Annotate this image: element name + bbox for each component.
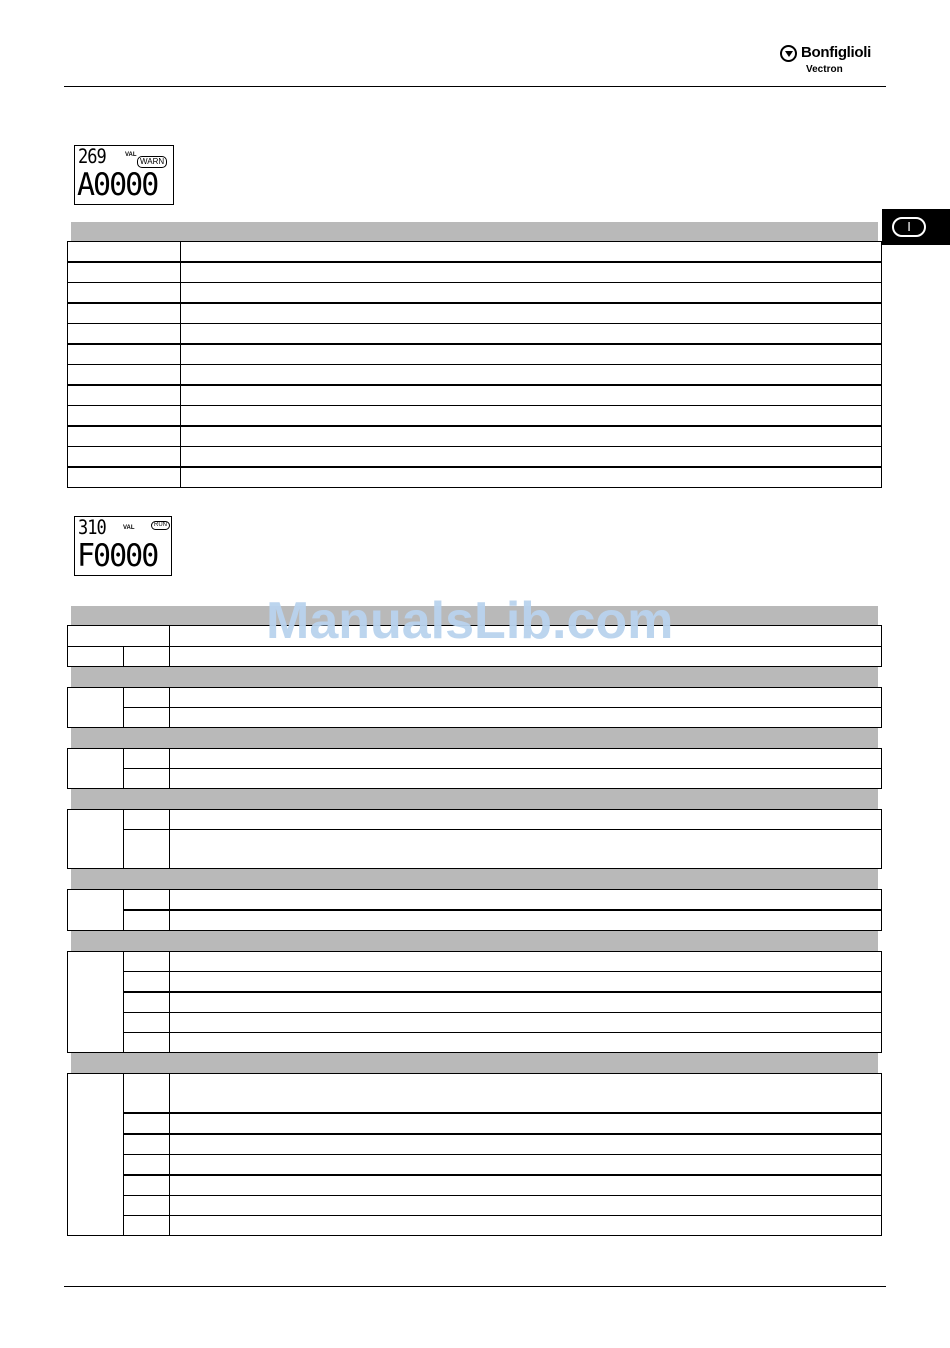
table2-row-value-cell <box>169 687 882 708</box>
table1-row-value-cell <box>180 262 882 283</box>
lcd-code: A0000 <box>77 166 158 204</box>
table1-row-value-cell <box>180 405 882 426</box>
table2-row-key-cell <box>67 625 170 647</box>
table2-row-code-cell <box>123 1134 170 1155</box>
table2-row-value-cell <box>169 829 882 869</box>
table2-row-value-cell <box>169 707 882 728</box>
table2-row-code-cell <box>123 1195 170 1216</box>
lcd-val-label: VAL <box>125 152 137 158</box>
bonfiglioli-logo <box>780 43 890 77</box>
table2-row-value-cell <box>169 1195 882 1216</box>
table1-row-value-cell <box>180 303 882 324</box>
table2-row-value-cell <box>169 1113 882 1134</box>
table2-row-code-cell <box>123 1113 170 1134</box>
table1-row-value-cell <box>180 323 882 344</box>
table2-row-code-cell <box>123 707 170 728</box>
table2-row-value-cell <box>169 1032 882 1053</box>
table2-row-code-cell <box>123 809 170 830</box>
table1-row-value-cell <box>180 241 882 262</box>
table2-row-value-cell <box>169 910 882 931</box>
table2-row-value-cell <box>169 951 882 972</box>
table1-row-key-cell <box>67 262 181 283</box>
brand-name: Bonfiglioli <box>801 44 872 61</box>
table2-row-code-cell <box>123 951 170 972</box>
table2-section-bar <box>71 728 878 748</box>
watermark: ManualsLib.com <box>266 592 674 650</box>
table1-row-key-cell <box>67 323 181 344</box>
table2-row-value-cell <box>169 1175 882 1196</box>
table2-row-code-cell <box>123 1215 170 1236</box>
table2-row-code-cell <box>123 748 170 769</box>
table2-row-code-cell <box>123 687 170 708</box>
header-rule <box>64 86 886 87</box>
table1-header-bar <box>71 222 878 241</box>
table2-row-value-cell <box>169 809 882 830</box>
table1-row-value-cell <box>180 446 882 467</box>
brand-subname: Vectron <box>806 64 843 75</box>
table2-row-value-cell <box>169 971 882 992</box>
logo-mark-icon <box>780 45 797 62</box>
table2-section-bar <box>71 931 878 951</box>
table2-row-value-cell <box>169 1134 882 1155</box>
table2-row-code-cell <box>123 971 170 992</box>
lcd-run-flag: RUN <box>151 521 170 530</box>
table1-row-key-cell <box>67 405 181 426</box>
table2-row-code-cell <box>123 1073 170 1113</box>
table2-section-bar <box>71 667 878 687</box>
lcd-param-number: 269 <box>78 145 106 169</box>
table2-row-code-cell <box>123 1154 170 1175</box>
table2-section-bar <box>71 869 878 889</box>
lcd-code: F0000 <box>77 537 158 575</box>
table2-row-value-cell <box>169 1154 882 1175</box>
table1-row-value-cell <box>180 467 882 488</box>
table2-section-bar <box>71 1053 878 1073</box>
table1-row-value-cell <box>180 282 882 303</box>
table2-row-value-cell <box>169 1215 882 1236</box>
table2-row-code-cell <box>123 910 170 931</box>
table2-group-key-cell <box>67 687 124 728</box>
table2-group-key-cell <box>67 748 124 789</box>
table2-row-key-cell <box>67 646 124 667</box>
table1-row-key-cell <box>67 282 181 303</box>
chapter-tab <box>882 209 950 245</box>
lcd-val-label: VAL <box>123 525 135 531</box>
table2-group-key-cell <box>67 1073 124 1236</box>
table2-row-code-cell <box>123 829 170 869</box>
table1-row-key-cell <box>67 344 181 365</box>
table2-row-code-cell <box>123 1032 170 1053</box>
table1-row-value-cell <box>180 385 882 406</box>
table2-row-code-cell <box>123 646 170 667</box>
table2-group-key-cell <box>67 809 124 869</box>
table2-row-code-cell <box>123 768 170 789</box>
table2-row-code-cell <box>123 889 170 910</box>
lcd-display-warning <box>74 145 174 205</box>
table2-row-code-cell <box>123 1012 170 1033</box>
table2-row-value-cell <box>169 748 882 769</box>
table1-row-key-cell <box>67 364 181 385</box>
table2-row-value-cell <box>169 889 882 910</box>
table2-group-key-cell <box>67 889 124 931</box>
table2-group-key-cell <box>67 951 124 1053</box>
table2-row-value-cell <box>169 992 882 1013</box>
lcd-warn-flag: WARN <box>137 156 167 168</box>
table1-row-key-cell <box>67 467 181 488</box>
table1-row-key-cell <box>67 385 181 406</box>
table2-row-value-cell <box>169 1073 882 1113</box>
table2-row-code-cell <box>123 1175 170 1196</box>
table1-row-key-cell <box>67 303 181 324</box>
lcd-param-number: 310 <box>78 516 106 540</box>
chapter-tab-label: I <box>892 217 926 237</box>
footer-rule <box>64 1286 886 1287</box>
table1-row-value-cell <box>180 364 882 385</box>
table2-row-value-cell <box>169 1012 882 1033</box>
table2-row-code-cell <box>123 992 170 1013</box>
lcd-display-fault <box>74 516 172 576</box>
table1-row-value-cell <box>180 344 882 365</box>
table2-section-bar <box>71 789 878 809</box>
table1-row-key-cell <box>67 446 181 467</box>
table1-row-value-cell <box>180 426 882 447</box>
table2-row-value-cell <box>169 768 882 789</box>
table1-row-key-cell <box>67 241 181 262</box>
table1-row-key-cell <box>67 426 181 447</box>
